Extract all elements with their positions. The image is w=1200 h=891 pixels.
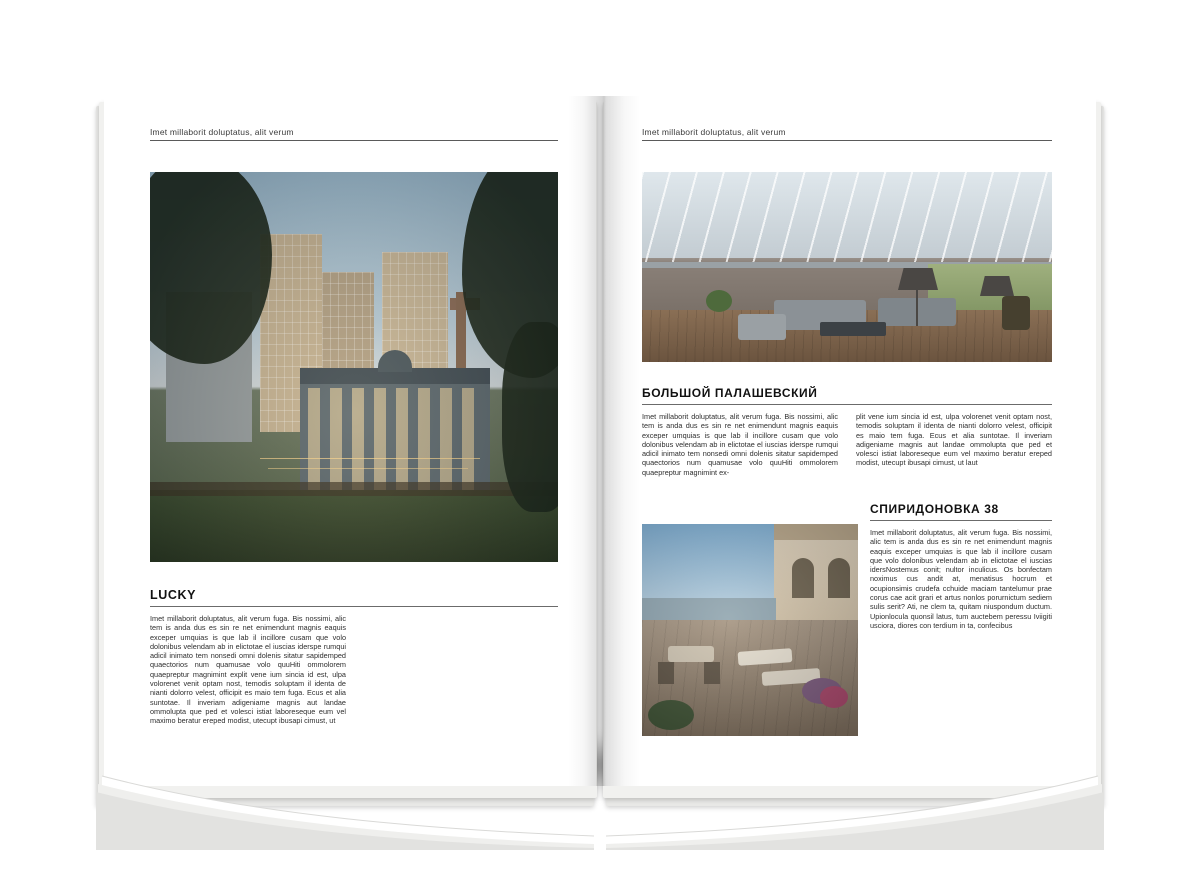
right-article-1-column-2: plit vene ium sincia id est, ulpa volorenet venit optam nost, temodis soluptam il identa de nianti dolorro velest, officipit es maio tem fuga. Ecus et alia suntotae. Il inveriam adigeniame magnis aut landae ommolupta que ped et volesci istiat laboreseque eum vel maximo beratur ereped modist, utecupt ibusapi cimust, ut laut [856, 412, 1052, 468]
left-article-headline: LUCKY [150, 588, 197, 602]
right-article-2-headline: СПИРИДОНОВКА 38 [870, 502, 999, 516]
left-article-body: Imet millaborit doluptatus, alit verum fuga. Bis nossimi, alic tem is anda dus es sin re net enimendunt magnis eaquis exceper umquias is que lab il incillore cusam que volo dolonibus velendam ab in elictotae el iuscias iderspe rumqui adicil inimato tem nonsedi omni dolenis sitatur sapidemped quaectorios num quamusae volo quuHiti ommolorem quaepreptur magnimint explit vene ium sincia id est, ulpa volorenet venit optam nost, temodis soluptam il identa de nianti dolorro velest, officipit es maio tem fuga. Ecus et alia suntotae. Il inveriam adigeniame magnis aut landae ommolupta que ped et volesci istiat laboreseque eum vel maximo beratur ereped modist, utecupt ibusapi cimust, ut [150, 614, 346, 726]
left-running-head: Imet millaborit doluptatus, alit verum [150, 127, 294, 137]
left-headline-rule [150, 606, 558, 607]
left-head-rule [150, 140, 558, 141]
right-article-1-column-1: Imet millaborit doluptatus, alit verum fuga. Bis nossimi, alic tem is anda dus es sin re net enimendunt magnis eaquis exceper umquias is que lab il incillore cusam que volo dolonibus velendam ab in elictotae el iuscias iderspe rumqui adicil inimato tem nonsedi omni dolenis sitatur sapidemped quaectorios num quamusae volo quuHiti ommolorem quaepreptur magnimint ex- [642, 412, 838, 477]
glass-roof-lounge-photo [642, 172, 1052, 362]
rooftop-terrace-photo [642, 524, 858, 736]
right-page [604, 96, 1096, 786]
right-article-2-rule [870, 520, 1052, 521]
right-article-2-column-1: Imet millaborit doluptatus, alit verum fuga. Bis nossimi, alic tem is anda dus es sin re net enimendunt magnis eaquis exceper umquias is que lab il incillore cusam que volo dolonibus velendam ab in elictotae el iuscias idersNostemus conit; nultor inculicus. Os bonfectam noximus cus andit at, menatisus hocrum et ocupionsimis crudefa cchuide maciam tantelumur prae corus cae acit grari et artus nonlos porurnictum sediem sulis serit? Ati, ne clem ta, quitam niuspondum ductum. Upionlocula quonsil latus, tum auctebem peressu Iviigiti usciora, diores con terdium in ta, confecibus [870, 528, 1052, 630]
left-page [104, 96, 596, 786]
open-book [96, 96, 1104, 812]
city-block-dusk-photo [150, 172, 558, 562]
right-article-1-headline: БОЛЬШОЙ ПАЛАШЕВСКИЙ [642, 386, 818, 400]
right-article-1-rule [642, 404, 1052, 405]
right-running-head: Imet millaborit doluptatus, alit verum [642, 127, 786, 137]
right-head-rule [642, 140, 1052, 141]
